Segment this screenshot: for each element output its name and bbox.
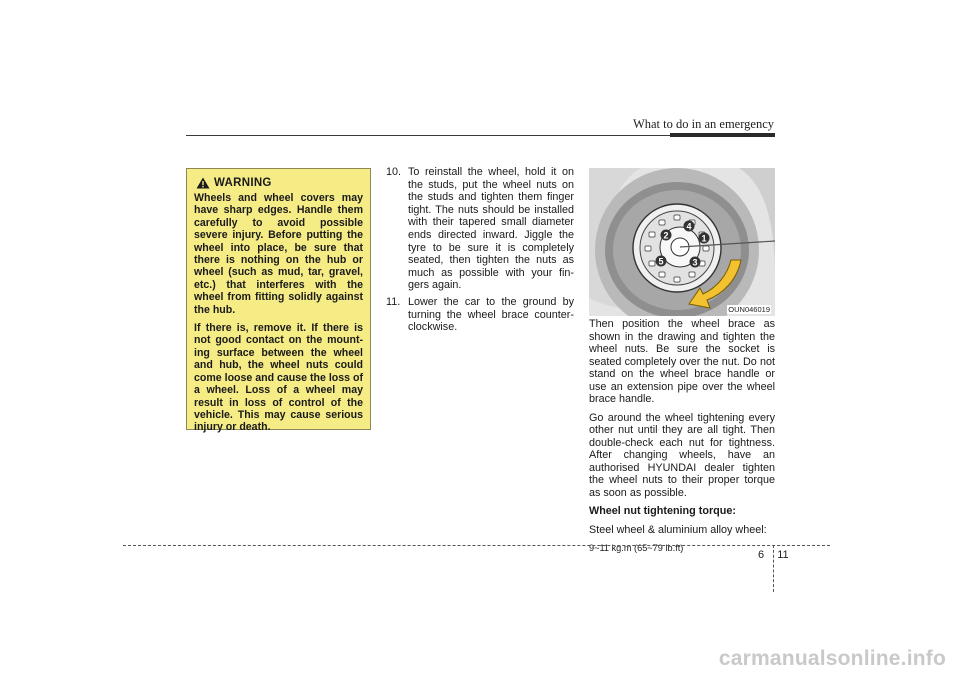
wheel-illustration — [589, 168, 775, 316]
nut-marker — [690, 257, 701, 268]
nut-marker — [656, 256, 667, 267]
step-number: 11. — [386, 295, 401, 308]
header-rule-accent — [670, 133, 775, 137]
page-number — [758, 549, 789, 561]
wheel-figure — [589, 168, 775, 316]
nut-label: 2 — [663, 230, 669, 241]
warning-paragraph: Wheels and wheel covers may have sharp edges. Handle them carefully to avoid possible severe injury. Before putting the wheel into place, be sure that there is nothing on the hub or wheel (such as mud, tar, gravel, etc.) that interferes with the wheel from fitting solidly against the hub. — [194, 192, 363, 316]
torque-line: Steel wheel & aluminium alloy wheel: — [589, 523, 767, 536]
step-number: 10. — [386, 166, 402, 178]
section-number: 6 — [758, 549, 765, 561]
torque-value: 9~11 kg.m (65~79 lb.ft) — [589, 543, 684, 553]
nut-marker — [699, 233, 710, 244]
step-text: Lower the car to the ground by turning the wheel brace counter-clockwise. — [408, 295, 574, 334]
nut-marker — [661, 230, 672, 241]
torque-heading: Wheel nut tightening torque: — [589, 505, 736, 517]
step-text: To reinstall the wheel, hold it on the studs, put the wheel nuts on the studs and tighten them finger tight. The nuts should be installed with their tapered small diameter ends directed inward. Jiggle the tyre to be sure it is completely seated, then tighten the nuts as much as possible with your fin-gers again. — [408, 166, 574, 292]
figure-code: OUN046019 — [728, 305, 770, 314]
nut-label: 1 — [701, 233, 707, 244]
watermark: carmanualsonline.info — [718, 647, 946, 670]
warning-triangle-icon — [196, 177, 210, 189]
right-column — [589, 318, 775, 561]
instruction-paragraph: Go around the wheel tightening every other nut until they are all tight. Then double-check each nut for tightness. After changing wheels, have an authorised HYUNDAI dealer tighten the wheel nuts to their proper torque as soon as possible. — [589, 411, 775, 499]
warning-header — [196, 177, 363, 189]
page-number-value: 11 — [777, 549, 789, 561]
step-item — [386, 296, 574, 334]
warning-box — [186, 168, 371, 434]
warning-paragraph: If there is, remove it. If there is not good contact on the mount-ing surface between the wheel and hub, the wheel nuts could come loose and cause the loss of a wheel. Loss of a wheel may result in loss of control of the vehicle. This may cause serious injury or death. — [194, 322, 363, 434]
footer-rule — [123, 545, 830, 546]
step-item — [386, 166, 574, 292]
instruction-paragraph: Then position the wheel brace as shown in the drawing and tighten the wheel nuts. Be sure the socket is seated completely over the nut. Do not stand on the wheel brace handle or use an extension pipe over the wheel brace handle. — [589, 318, 775, 405]
section-title: What to do in an emergency — [632, 117, 774, 131]
nut-label: 3 — [692, 257, 698, 268]
warning-title: WARNING — [214, 177, 272, 189]
nut-label: 5 — [658, 256, 664, 267]
steps-list — [386, 166, 574, 338]
nut-marker — [684, 221, 695, 232]
nut-label: 4 — [686, 221, 692, 232]
